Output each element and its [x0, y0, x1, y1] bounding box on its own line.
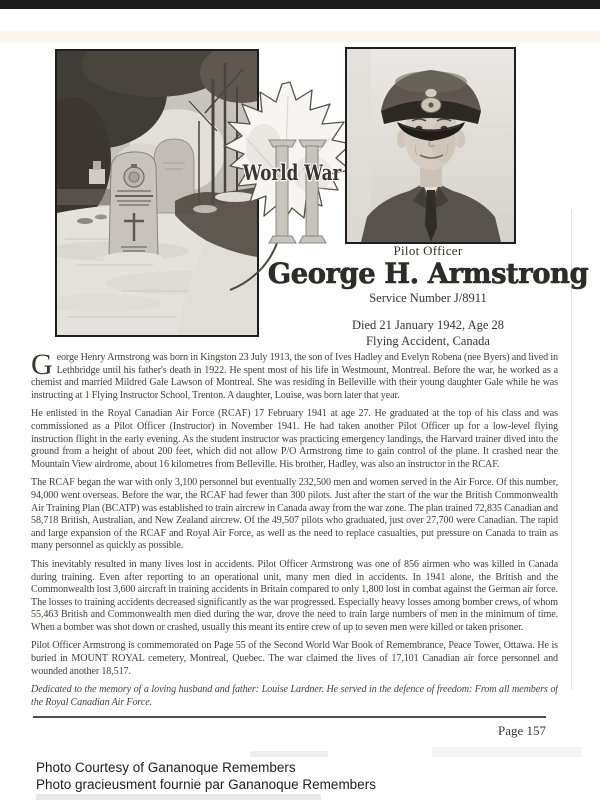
paragraph-enlistment: He enlisted in the Royal Canadian Air Force (RCAF) 17 February 1941 at age 27. He graduated at the top of his class and was commissioned as a Pilot Officer (Instructor) in November 1941. He had taken another Pilot Officer up for a low-level flying instruction flight in the early evening. As the student instructor was practicing emergency landings, the Harvard trainer dived into the ground from a height of about 200 feet, which did not allow P/O Armstrong time to gain control of the plane. It crashed near the Mountain View airdrome, about 16 kilometres from Belleville. His brother, Hadley, was also an instructor in the RCAF. — [31, 408, 558, 470]
page-title: George H. Armstrong — [267, 257, 589, 290]
portrait-photo-image — [347, 49, 514, 242]
death-cause: Flying Accident, Canada — [366, 334, 490, 348]
scan-top-edge — [0, 0, 600, 9]
scan-smudge — [36, 794, 321, 800]
scan-smudge — [432, 747, 582, 757]
portrait-photo — [345, 47, 516, 244]
emblem-label: World War — [242, 161, 342, 186]
photo-captions — [36, 760, 456, 793]
death-date: Died 21 January 1942, Age 28 — [351, 318, 505, 332]
scan-smudge — [250, 751, 328, 757]
dedication: Dedicated to the memory of a loving husband and father: Louise Lardner. He served in the defence of freedom: From all members of the Royal Canadian Air Force. — [31, 684, 558, 708]
paragraph-rcaf-history: The RCAF began the war with only 3,100 personnel but eventually 232,500 men and women served in the Air Force. Of this number, 94,000 went overseas. Before the war, the RCAF had fewer than 300 pilots. Just after the start of the war the British Commonwealth Air Training Plan (BCATP) was established to train aircrew in Canada away from the war zone. The plan trained 72,835 Canadian and 58,718 British, Australian, and New Zealand aircrew. Of the 49,507 pilots who graduated, just over 27,700 were Canadian. The rapid and large expansion of the RCAF and Royal Air Force, as well as the need to replace casualties, put pressure on Canada to train as many personnel as quickly as possible. — [31, 477, 558, 552]
service-number: Service Number J/8911 — [369, 291, 487, 305]
biography-text — [31, 352, 558, 714]
title-block — [253, 243, 600, 349]
rank: Pilot Officer — [393, 243, 463, 258]
scan-artifact-strip — [0, 31, 600, 42]
paragraph-training-losses: This inevitably resulted in many lives lost in accidents. Pilot Officer Armstrong was one of 856 airmen who was killed in Canada during training. Even after reporting to an operational unit, many men died in accidents. In 1941 alone, the British and the Commonwealth lost 3,600 aircraft in training accidents in Britain compared to only 1,800 lost in combat against the German air force. The losses to training accidents decreased significantly as the war progressed. Especially heavy losses among bomber crews, of whom 55,463 British and Commonwealth men died during the war, drove the need to train large numbers of men in the minimum of time. When a bomber was shot down or crashed, usually this meant its entire crew of up to seven men were killed or taken prisoner. — [31, 558, 558, 633]
paragraph-birth: George Henry Armstrong was born in Kingston 23 July 1913, the son of Ives Hadley and Evelyn Robena (nee Byers) and lived in Lethbridge until his father's death in 1922. He spent most of his life in Westmount, Montreal. Before the war, he worked as a chemist and married Mildred Gale Lawson of Montreal. She was residing in Belleville with their young daughter Gale while he was instructing at 1 Flying Instructor School, Trenton. A daughter, Louise, was born later that year. — [31, 352, 558, 401]
page-number: Page 157 — [497, 723, 546, 738]
paragraph-commemoration: Pilot Officer Armstrong is commemorated on Page 55 of the Second World War Book of Remembrance, Peace Tower, Ottawa. He is buried in MOUNT ROYAL cemetery, Montreal, Quebec. The war claimed the lives of 17,101 Canadian air force personnel and wounded another 18,517. — [31, 640, 558, 677]
caption-french: Photo gracieusment fournie par Gananoque Remembers — [36, 776, 376, 792]
footer-rule — [33, 716, 546, 718]
caption-english: Photo Courtesy of Gananoque Remembers — [36, 760, 296, 775]
drop-cap: G — [31, 352, 53, 381]
